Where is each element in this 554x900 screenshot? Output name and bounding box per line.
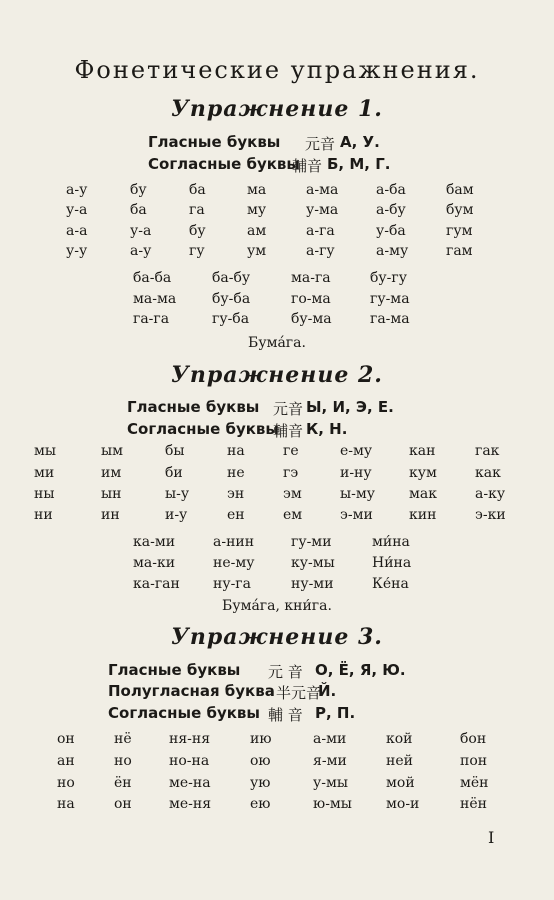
word-drill: Ни́на [372, 555, 412, 571]
syllable: но-на [169, 753, 210, 769]
exercise-2-title: Упражнение 2. [171, 362, 383, 388]
word-drill: бу-гу [370, 270, 407, 286]
syllable: ме-ня [169, 796, 212, 812]
syllable: у-мы [313, 775, 348, 791]
syllable: у-а [66, 202, 88, 218]
rule-cjk: 半元音 [276, 684, 322, 702]
syllable: ан [57, 753, 75, 769]
syllable: ы-у [165, 486, 190, 502]
syllable: кин [409, 507, 437, 523]
syllable: ую [250, 775, 271, 791]
syllable: а-у [130, 243, 152, 259]
syllable: а-ку [475, 486, 506, 502]
syllable: бум [446, 202, 474, 218]
word-drill: ба-ба [133, 270, 172, 286]
syllable: как [475, 465, 501, 481]
syllable: гум [446, 223, 473, 239]
rule-label: Гласные буквы [127, 398, 260, 416]
syllable: я-ми [313, 753, 347, 769]
syllable: и-ну [340, 465, 372, 481]
syllable: ум [247, 243, 267, 259]
rule-label: Согласные буквы [108, 704, 260, 722]
syllable: га [189, 202, 205, 218]
syllable: ба [189, 182, 206, 198]
syllable: пон [460, 753, 488, 769]
syllable: ым [101, 443, 124, 459]
syllable: а-му [376, 243, 409, 259]
word-drill: ма-ма [133, 291, 177, 307]
word-drill: не-му [213, 555, 255, 571]
word-drill: ка-ган [133, 576, 180, 592]
word-drill: ма-ки [133, 555, 176, 571]
word-drill: бу-ма [291, 311, 332, 327]
exercise-1-summary-words: Бумáга. [248, 335, 306, 351]
syllable: эн [227, 486, 245, 502]
word-drill: гу-ми [291, 534, 332, 550]
syllable: у-у [66, 243, 88, 259]
syllable: мой [386, 775, 415, 791]
syllable: ней [386, 753, 413, 769]
word-drill: гу-ма [370, 291, 410, 307]
exercise-1-title: Упражнение 1. [171, 96, 383, 122]
syllable: ен [227, 507, 245, 523]
rule-cjk: 輔音 [273, 422, 304, 440]
syllable: ми [34, 465, 55, 481]
exercise-3-title: Упражнение 3. [171, 624, 383, 650]
word-drill: Ке́на [372, 576, 409, 592]
syllable: мы [34, 443, 57, 459]
syllable: а-ма [306, 182, 339, 198]
syllable: а-га [306, 223, 335, 239]
syllable: гэ [283, 465, 299, 481]
syllable: е-му [340, 443, 373, 459]
syllable: а-а [66, 223, 88, 239]
syllable: ни [34, 507, 53, 523]
rule-label: Согласные буквы [127, 420, 279, 438]
rule-cjk: 元音 [305, 135, 336, 153]
syllable: на [57, 796, 75, 812]
rule-letters: А, У. [340, 133, 380, 151]
syllable: нё [114, 731, 132, 747]
page-title: Фонетические упражнения. [74, 56, 480, 84]
rule-cjk: 元 音 [268, 663, 303, 681]
syllable: им [101, 465, 122, 481]
syllable: би [165, 465, 183, 481]
syllable: он [57, 731, 75, 747]
syllable: гу [189, 243, 205, 259]
word-drill: га-ма [370, 311, 410, 327]
syllable: нён [460, 796, 487, 812]
syllable: ю-мы [313, 796, 352, 812]
rule-letters: Ы, И, Э, Е. [306, 398, 394, 416]
syllable: ею [250, 796, 271, 812]
syllable: а-у [66, 182, 88, 198]
word-drill: гу-ба [212, 311, 250, 327]
syllable: э-ки [475, 507, 506, 523]
syllable: бам [446, 182, 474, 198]
syllable: бон [460, 731, 487, 747]
syllable: на [227, 443, 245, 459]
rule-letters: Б, М, Г. [327, 155, 391, 173]
syllable: но [57, 775, 75, 791]
syllable: гам [446, 243, 473, 259]
rule-letters: К, Н. [306, 420, 348, 438]
page-number: I [488, 828, 495, 847]
syllable: а-бу [376, 202, 406, 218]
syllable: му [247, 202, 267, 218]
rule-letters: Й. [318, 682, 337, 700]
rule-letters: О, Ё, Я, Ю. [315, 661, 406, 679]
syllable: мён [460, 775, 489, 791]
rule-letters: Р, П. [315, 704, 356, 722]
word-drill: ми́на [372, 534, 410, 550]
exercise-2-summary-words: Бумáга, кни́га. [222, 598, 332, 614]
syllable: кум [409, 465, 437, 481]
syllable: бы [165, 443, 185, 459]
syllable: кой [386, 731, 413, 747]
syllable: ма [247, 182, 267, 198]
word-drill: го-ма [291, 291, 331, 307]
syllable: ня-ня [169, 731, 211, 747]
syllable: эм [283, 486, 302, 502]
syllable: ын [101, 486, 122, 502]
syllable: мак [409, 486, 437, 502]
word-drill: ба-бу [212, 270, 251, 286]
rule-label: Полугласная буква [108, 682, 275, 700]
syllable: у-ба [376, 223, 406, 239]
syllable: ою [250, 753, 271, 769]
syllable: у-ма [306, 202, 339, 218]
word-drill: ку-мы [291, 555, 335, 571]
syllable: у-а [130, 223, 152, 239]
syllable: ин [101, 507, 120, 523]
word-drill: ну-га [213, 576, 251, 592]
rule-cjk: 輔 音 [268, 706, 303, 724]
syllable: и-у [165, 507, 188, 523]
syllable: ба [130, 202, 147, 218]
rule-label: Гласные буквы [108, 661, 241, 679]
syllable: ны [34, 486, 55, 502]
syllable: бу [130, 182, 147, 198]
rule-label: Гласные буквы [148, 133, 281, 151]
rule-cjk: 元音 [273, 400, 304, 418]
syllable: ы-му [340, 486, 375, 502]
word-drill: га-га [133, 311, 170, 327]
syllable: а-ми [313, 731, 347, 747]
syllable: ме-на [169, 775, 211, 791]
word-drill: ну-ми [291, 576, 334, 592]
syllable: бу [189, 223, 206, 239]
syllable: ем [283, 507, 303, 523]
word-drill: бу-ба [212, 291, 251, 307]
syllable: но [114, 753, 132, 769]
syllable: ию [250, 731, 272, 747]
syllable: э-ми [340, 507, 373, 523]
syllable: ён [114, 775, 132, 791]
syllable: а-гу [306, 243, 335, 259]
word-drill: ма-га [291, 270, 331, 286]
syllable: он [114, 796, 132, 812]
syllable: гак [475, 443, 500, 459]
syllable: ам [247, 223, 267, 239]
syllable: а-ба [376, 182, 406, 198]
word-drill: а-нин [213, 534, 255, 550]
word-drill: ка-ми [133, 534, 176, 550]
syllable: кан [409, 443, 436, 459]
rule-cjk: 輔音 [292, 157, 323, 175]
rule-label: Согласные буквы [148, 155, 300, 173]
syllable: не [227, 465, 245, 481]
syllable: ге [283, 443, 299, 459]
syllable: мо-и [386, 796, 420, 812]
